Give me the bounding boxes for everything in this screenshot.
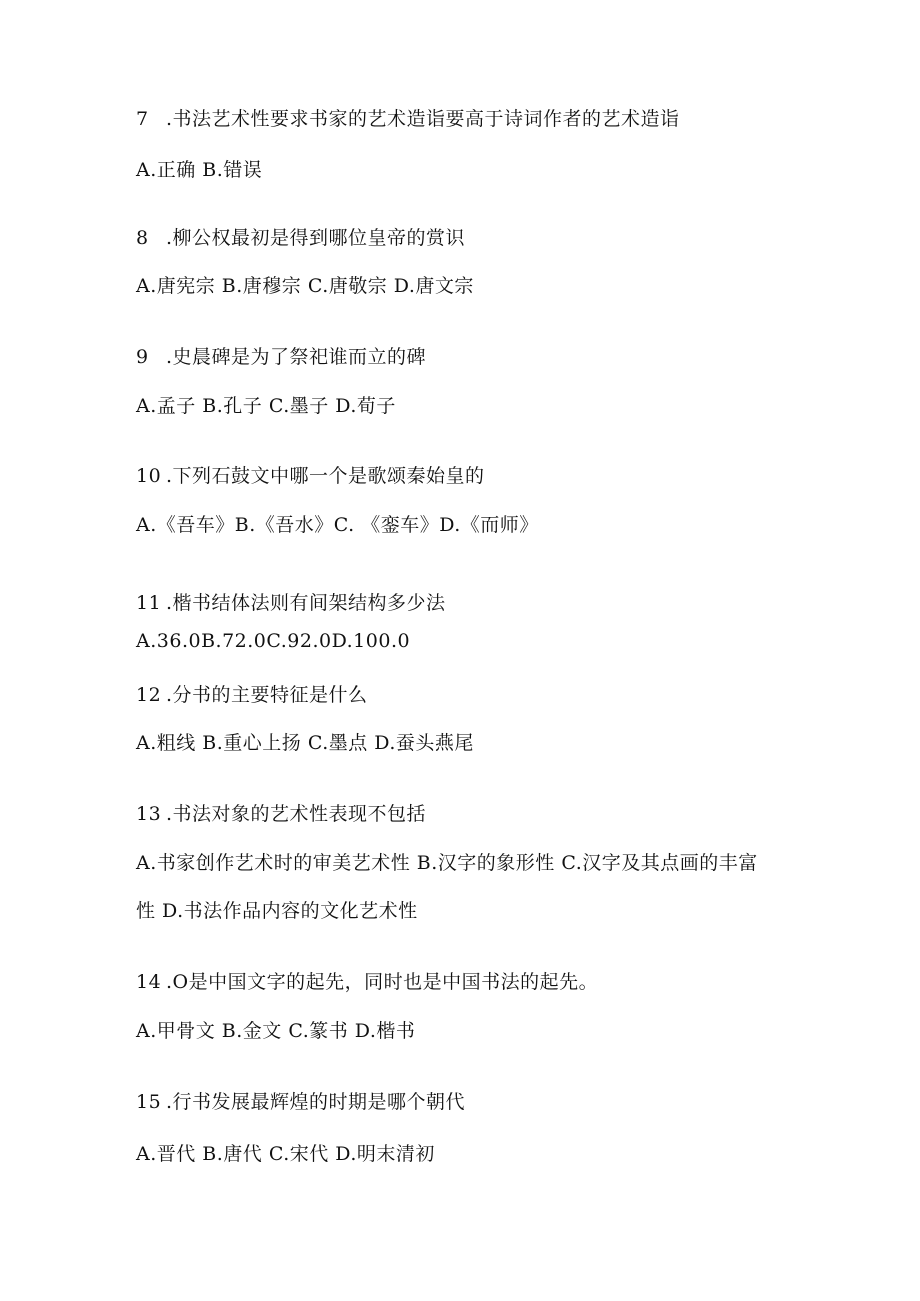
question-number: 8 [136,227,149,249]
question-text: .O是中国文字的起先，同时也是中国书法的起先。 [166,971,599,993]
question-text: .楷书结体法则有间架结构多少法 [166,592,446,614]
question-text: .行书发展最辉煌的时期是哪个朝代 [166,1091,466,1113]
question-number: 12 [136,684,162,706]
question-number: 14 [136,971,162,993]
question-8-options: A.唐宪宗 B.唐穆宗 C.唐敬宗 D.唐文宗 [136,275,474,297]
question-13-options: A.书家创作艺术时的审美艺术性 B.汉字的象形性 C.汉字及其点画的丰富 [136,852,758,874]
question-12-options: A.粗线 B.重心上扬 C.墨点 D.蚕头燕尾 [136,732,474,754]
question-7-stem [136,107,680,131]
question-14-stem [136,970,598,994]
question-text: .下列石鼓文中哪一个是歌颂秦始皇的 [166,465,485,487]
question-text: .柳公权最初是得到哪位皇帝的赏识 [166,227,466,249]
question-number: 9 [136,346,149,368]
question-10-options: A.《吾车》B.《吾水》C. 《銮车》D.《而师》 [136,514,539,536]
question-number: 10 [136,465,162,487]
question-number: 15 [136,1091,162,1113]
question-12-stem [136,683,368,707]
question-10-stem [136,464,485,488]
question-15-stem [136,1090,465,1114]
question-number: 11 [136,592,162,614]
question-text: .书法对象的艺术性表现不包括 [166,803,427,825]
question-text: .分书的主要特征是什么 [166,684,368,706]
question-text: .史晨碑是为了祭祀谁而立的碑 [166,346,427,368]
question-11-options: A.36.0B.72.0C.92.0D.100.0 [136,630,411,652]
question-text: .书法艺术性要求书家的艺术造诣要高于诗词作者的艺术造诣 [166,108,680,130]
question-8-stem [136,226,465,250]
question-number: 7 [136,108,149,130]
question-7-options: A.正确 B.错误 [136,159,263,181]
question-14-options: A.甲骨文 B.金文 C.篆书 D.楷书 [136,1020,416,1042]
question-15-options: A.晋代 B.唐代 C.宋代 D.明末清初 [136,1143,435,1165]
question-11-stem [136,591,446,615]
question-9-stem [136,345,426,369]
question-number: 13 [136,803,162,825]
question-13-options-continued: 性 D.书法作品内容的文化艺术性 [136,900,418,922]
question-9-options: A.孟子 B.孔子 C.墨子 D.荀子 [136,395,396,417]
question-13-stem [136,802,426,826]
